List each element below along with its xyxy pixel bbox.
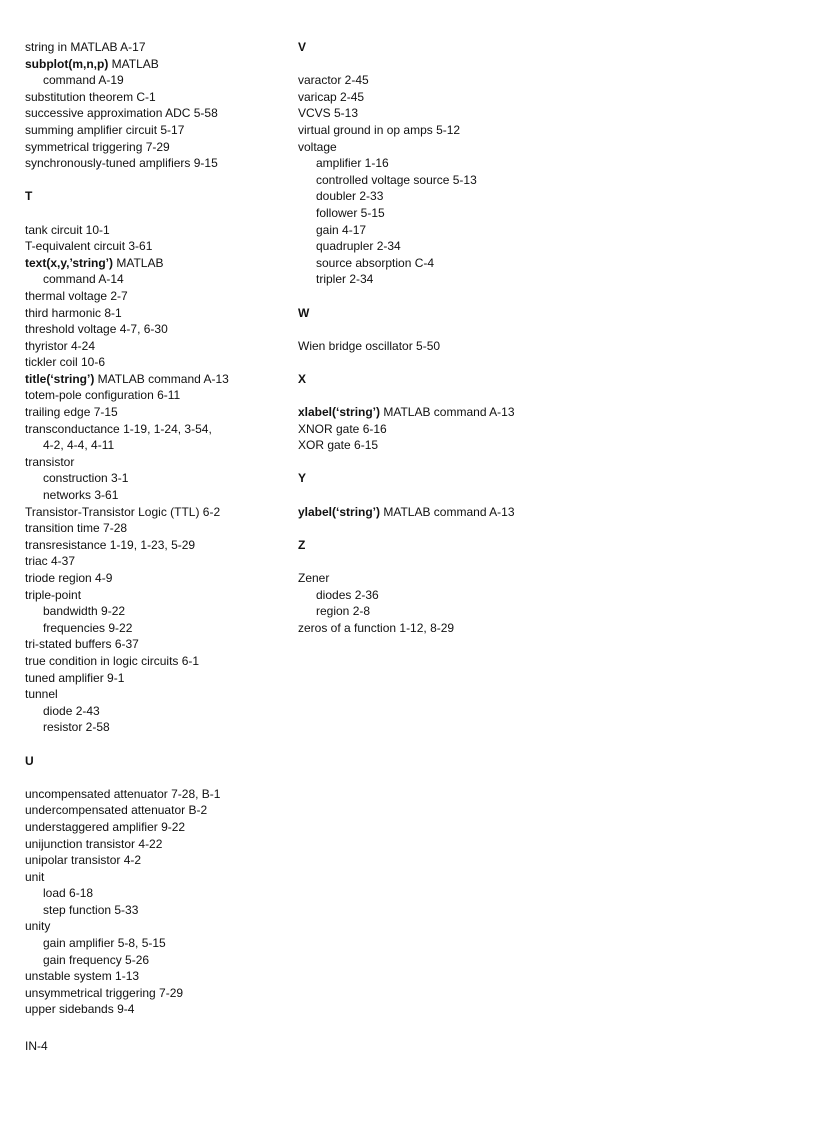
section-letter-t: T — [25, 189, 33, 204]
index-entry — [25, 105, 280, 122]
section-letter-y: Y — [298, 471, 307, 486]
index-entry — [25, 238, 280, 255]
entry-text: transconductance 1-19, 1-24, 3-54, — [25, 421, 212, 436]
index-entry — [25, 653, 280, 670]
matlab-command: ylabel(‘string’) — [298, 504, 381, 519]
index-subentry — [25, 487, 280, 504]
section-s-tail — [25, 39, 280, 172]
right-column — [298, 39, 618, 636]
entry-text: diodes 2-36 — [316, 587, 379, 602]
entry-text: totem-pole configuration 6-11 — [25, 388, 181, 403]
index-entry — [25, 387, 280, 404]
section-letter-v: V — [298, 40, 307, 54]
index-entry — [25, 454, 280, 471]
index-entry — [298, 338, 618, 355]
index-subentry — [25, 470, 280, 487]
index-subentry — [25, 703, 280, 720]
entry-text: amplifier 1-16 — [316, 156, 389, 171]
entry-text: quadrupler 2-34 — [316, 239, 401, 254]
index-subentry — [298, 188, 618, 205]
entry-text: true condition in logic circuits 6-1 — [25, 653, 200, 668]
section-w-entries — [298, 338, 618, 355]
entry-text: tank circuit 10-1 — [25, 222, 110, 237]
index-subentry — [25, 271, 280, 288]
left-column — [25, 39, 280, 1018]
index-entry — [25, 404, 280, 421]
entry-text: triode region 4-9 — [25, 571, 113, 585]
entry-text: third harmonic 8-1 — [25, 305, 122, 320]
section-letter-x: X — [298, 371, 307, 386]
entry-text: source absorption C-4 — [316, 255, 435, 270]
entry-text: Transistor-Transistor Logic (TTL) 6-2 — [25, 504, 221, 519]
entry-text: resistor 2-58 — [43, 720, 110, 735]
section-v-entries — [298, 72, 618, 288]
index-subentry — [25, 902, 280, 919]
index-entry — [25, 321, 280, 338]
index-entry — [25, 305, 280, 322]
entry-text: upper sidebands 9-4 — [25, 1002, 135, 1017]
entry-text: gain amplifier 5-8, 5-15 — [43, 936, 166, 951]
entry-text: bandwidth 9-22 — [43, 604, 126, 619]
index-entry — [298, 437, 618, 454]
section-letter-z: Z — [298, 537, 306, 552]
index-entry — [298, 72, 618, 89]
index-subentry — [25, 952, 280, 969]
index-subentry — [298, 155, 618, 172]
entry-text: tripler 2-34 — [316, 272, 374, 287]
index-entry — [25, 371, 280, 388]
entry-text: tickler coil 10-6 — [25, 355, 106, 370]
index-entry — [25, 587, 280, 604]
entry-text: MATLAB command A-13 — [94, 371, 229, 386]
matlab-command: text(x,y,’string’) — [25, 255, 114, 270]
index-entry — [25, 537, 280, 554]
index-subentry — [298, 255, 618, 272]
index-entry — [25, 852, 280, 869]
entry-text: symmetrical triggering 7-29 — [25, 139, 170, 154]
section-y-entries — [298, 504, 618, 521]
entry-text: trailing edge 7-15 — [25, 405, 118, 420]
entry-text: diode 2-43 — [43, 703, 100, 718]
entry-text: uncompensated attenuator 7-28, B-1 — [25, 786, 221, 801]
entry-text: Zener — [298, 571, 330, 585]
section-x-entries — [298, 404, 618, 454]
index-subentry — [298, 603, 618, 620]
entry-text: string in MATLAB A-17 — [25, 40, 146, 54]
entry-text: MATLAB — [113, 255, 164, 270]
index-entry — [25, 670, 280, 687]
entry-text: load 6-18 — [43, 886, 94, 901]
entry-text: threshold voltage 4-7, 6-30 — [25, 322, 168, 337]
index-entry — [25, 122, 280, 139]
index-entry — [298, 105, 618, 122]
entry-text: thermal voltage 2-7 — [25, 288, 128, 303]
entry-text: unity — [25, 919, 51, 934]
entry-text: tri-stated buffers 6-37 — [25, 637, 139, 652]
section-letter-w: W — [298, 305, 310, 320]
index-subentry — [298, 222, 618, 239]
index-subentry — [25, 603, 280, 620]
entry-text: controlled voltage source 5-13 — [316, 172, 477, 187]
index-entry — [25, 786, 280, 803]
index-entry — [298, 139, 618, 156]
index-entry — [25, 155, 280, 172]
entry-text: XNOR gate 6-16 — [298, 421, 387, 436]
entry-text: transition time 7-28 — [25, 521, 128, 536]
index-entry — [25, 985, 280, 1002]
index-subentry — [25, 620, 280, 637]
entry-text: MATLAB command A-13 — [380, 405, 515, 420]
entry-text: triac 4-37 — [25, 554, 76, 569]
section-z-entries — [298, 570, 618, 636]
index-entry — [25, 39, 280, 56]
entry-text: doubler 2-33 — [316, 189, 384, 204]
entry-text: varicap 2-45 — [298, 89, 365, 104]
index-entry — [25, 836, 280, 853]
entry-text: 4-2, 4-4, 4-11 — [43, 438, 115, 453]
entry-text: MATLAB — [108, 56, 159, 71]
index-subentry — [298, 172, 618, 189]
entry-text: tuned amplifier 9-1 — [25, 670, 125, 685]
index-entry — [25, 338, 280, 355]
index-entry — [25, 354, 280, 371]
index-entry — [25, 686, 280, 703]
section-letter-u: U — [25, 753, 34, 768]
index-entry — [25, 504, 280, 521]
entry-text: voltage — [298, 139, 337, 154]
index-subentry — [25, 935, 280, 952]
entry-text: summing amplifier circuit 5-17 — [25, 122, 185, 137]
entry-text: varactor 2-45 — [298, 73, 369, 88]
index-entry — [25, 89, 280, 106]
entry-text: successive approximation ADC 5-58 — [25, 106, 218, 121]
index-entry — [298, 504, 618, 521]
index-subentry — [25, 885, 280, 902]
index-subentry — [25, 719, 280, 736]
entry-text: unijunction transistor 4-22 — [25, 836, 163, 851]
matlab-command: subplot(m,n,p) — [25, 56, 109, 71]
section-u-entries — [25, 786, 280, 1018]
entry-text: synchronously-tuned amplifiers 9-15 — [25, 156, 218, 171]
index-entry — [298, 89, 618, 106]
entry-text: tunnel — [25, 687, 58, 702]
entry-text: construction 3-1 — [43, 471, 129, 486]
entry-text: substitution theorem C-1 — [25, 89, 156, 104]
entry-text: understaggered amplifier 9-22 — [25, 819, 186, 834]
index-entry — [25, 139, 280, 156]
index-subentry — [25, 72, 280, 89]
entry-text: zeros of a function 1-12, 8-29 — [298, 620, 455, 635]
entry-text: virtual ground in op amps 5-12 — [298, 122, 461, 137]
index-entry — [298, 404, 618, 421]
index-subentry — [25, 437, 280, 454]
index-entry — [25, 570, 280, 587]
entry-text: MATLAB command A-13 — [380, 504, 515, 519]
index-entry — [25, 968, 280, 985]
index-entry — [298, 122, 618, 139]
entry-text: command A-19 — [43, 73, 124, 88]
matlab-command: title(‘string’) — [25, 371, 95, 386]
entry-text: Wien bridge oscillator 5-50 — [298, 338, 441, 353]
page-number: IN-4 — [25, 1039, 48, 1053]
entry-text: gain frequency 5-26 — [43, 952, 150, 967]
entry-text: transresistance 1-19, 1-23, 5-29 — [25, 537, 196, 552]
entry-text: undercompensated attenuator B-2 — [25, 803, 208, 818]
entry-text: unipolar transistor 4-2 — [25, 853, 142, 868]
entry-text: transistor — [25, 454, 75, 469]
entry-text: T-equivalent circuit 3-61 — [25, 239, 153, 254]
index-entry — [25, 421, 280, 438]
index-entry — [298, 620, 618, 637]
entry-text: triple-point — [25, 587, 82, 602]
entry-text: unstable system 1-13 — [25, 969, 140, 984]
index-entry — [25, 553, 280, 570]
entry-text: XOR gate 6-15 — [298, 438, 379, 453]
entry-text: unit — [25, 869, 45, 884]
index-subentry — [298, 238, 618, 255]
index-entry — [25, 869, 280, 886]
index-subentry — [298, 271, 618, 288]
entry-text: gain 4-17 — [316, 222, 367, 237]
index-entry — [298, 570, 618, 587]
index-entry — [25, 520, 280, 537]
index-entry — [25, 255, 280, 272]
index-entry — [25, 918, 280, 935]
index-entry — [25, 636, 280, 653]
entry-text: frequencies 9-22 — [43, 620, 133, 635]
entry-text: command A-14 — [43, 272, 124, 287]
entry-text: thyristor 4-24 — [25, 338, 96, 353]
index-subentry — [298, 587, 618, 604]
index-entry — [298, 421, 618, 438]
section-t-entries — [25, 222, 280, 736]
entry-text: follower 5-15 — [316, 205, 385, 220]
entry-text: VCVS 5-13 — [298, 106, 359, 121]
index-entry — [25, 56, 280, 73]
entry-text: step function 5-33 — [43, 902, 139, 917]
matlab-command: xlabel(‘string’) — [298, 405, 381, 420]
index-entry — [25, 288, 280, 305]
index-entry — [25, 802, 280, 819]
entry-text: unsymmetrical triggering 7-29 — [25, 985, 184, 1000]
index-entry — [25, 222, 280, 239]
entry-text: networks 3-61 — [43, 488, 119, 503]
index-entry — [25, 819, 280, 836]
index-subentry — [298, 205, 618, 222]
index-entry — [25, 1001, 280, 1018]
entry-text: region 2-8 — [316, 604, 371, 619]
